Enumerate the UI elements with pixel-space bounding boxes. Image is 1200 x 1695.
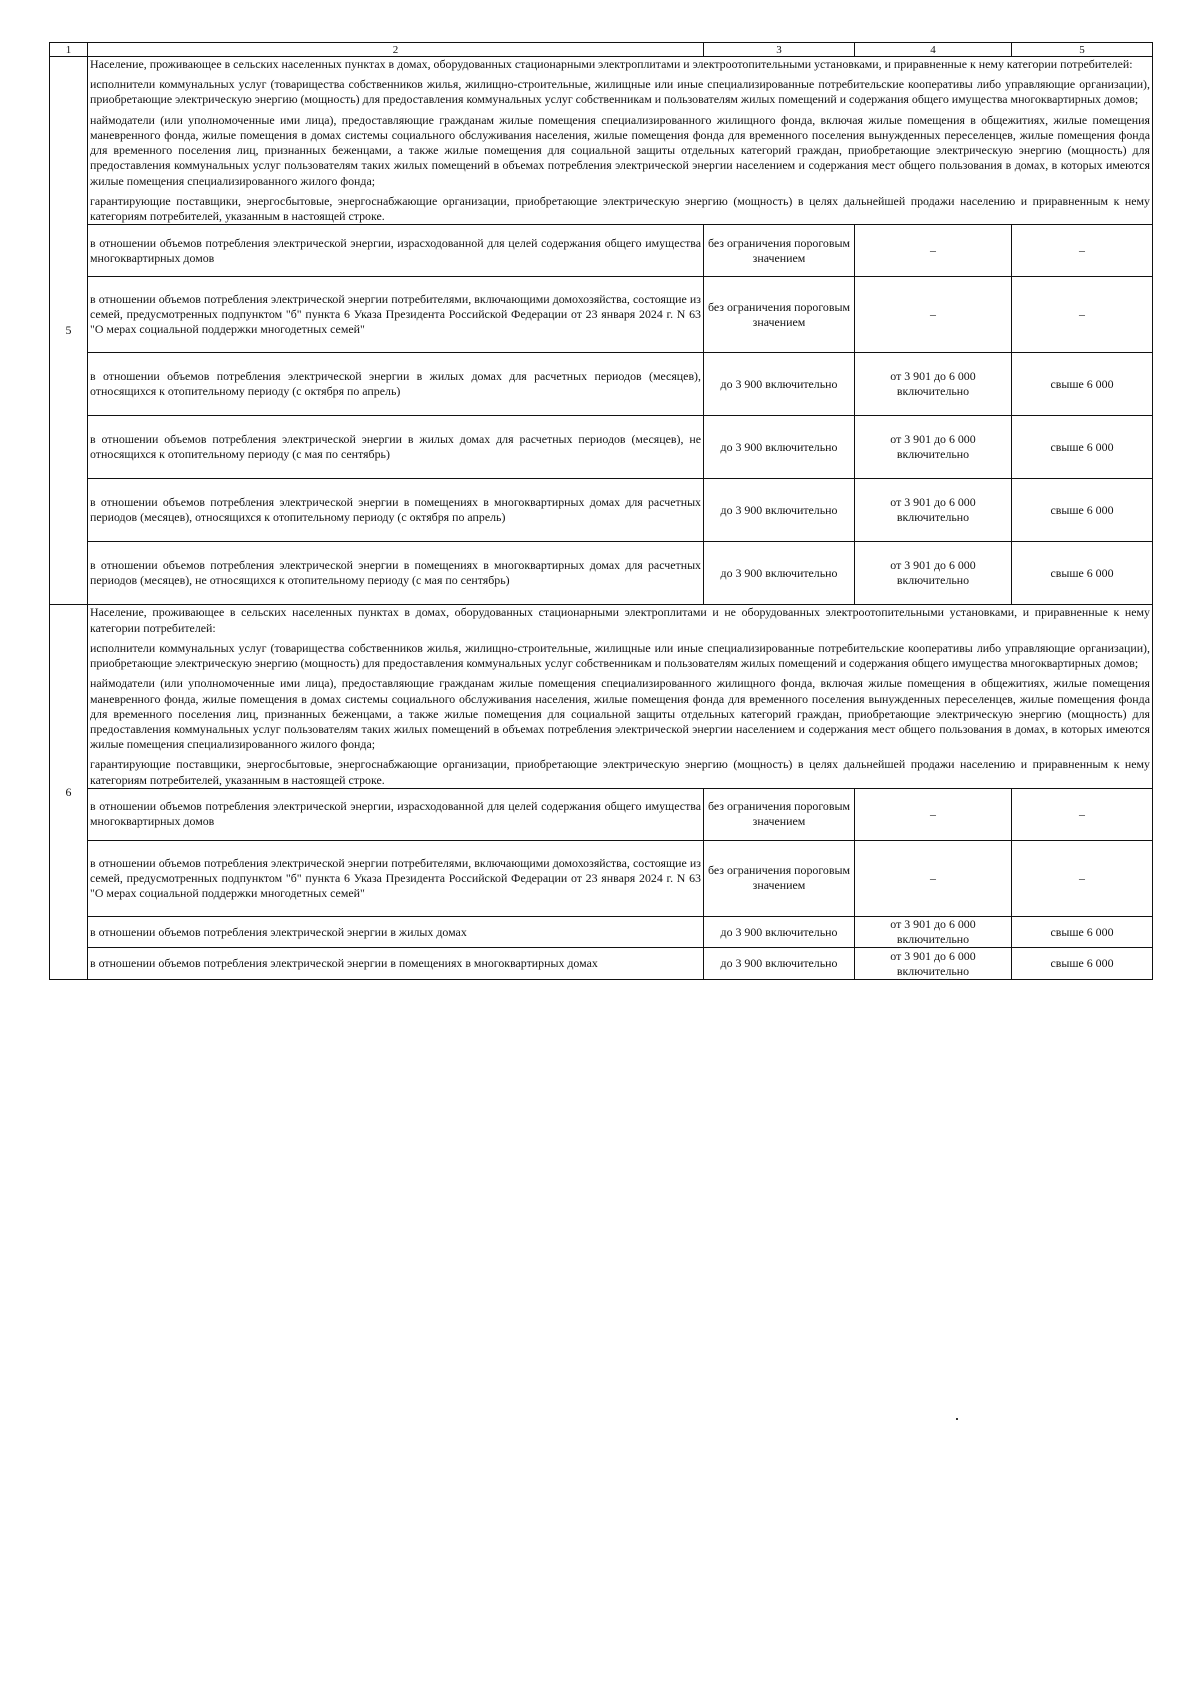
range-value-c3: до 3 900 включительно (704, 416, 855, 479)
range-value-c3: без ограничения пороговым значением (704, 277, 855, 353)
range-value-c5: свыше 6 000 (1012, 353, 1153, 416)
range-value-c5: свыше 6 000 (1012, 542, 1153, 605)
range-value-c3: до 3 900 включительно (704, 916, 855, 947)
consumption-description: в отношении объемов потребления электрической энергии в помещениях в многоквартирных домах (88, 948, 704, 980)
consumption-description: в отношении объемов потребления электрической энергии, израсходованной для целей содержания общего имущества многоквартирных домов (88, 225, 704, 277)
range-value-c3: до 3 900 включительно (704, 353, 855, 416)
consumption-row (50, 788, 1153, 840)
range-value-c4: от 3 901 до 6 000 включительно (855, 948, 1012, 980)
range-value-c4: от 3 901 до 6 000 включительно (855, 479, 1012, 542)
range-value-c3: до 3 900 включительно (704, 479, 855, 542)
range-value-c3: без ограничения пороговым значением (704, 788, 855, 840)
range-value-c4: от 3 901 до 6 000 включительно (855, 353, 1012, 416)
range-value-c4: – (855, 277, 1012, 353)
range-value-c5: свыше 6 000 (1012, 948, 1153, 980)
range-value-c5: свыше 6 000 (1012, 479, 1153, 542)
range-value-c5: свыше 6 000 (1012, 916, 1153, 947)
consumption-description: в отношении объемов потребления электрической энергии потребителями, включающими домохозяйства, состоящие из семей, предусмотренных подпунктом "б" пункта 6 Указа Президента Российской Федерации от 23 января 2024 г. N 63 "О мерах социальной поддержки многодетных семей" (88, 277, 704, 353)
column-number: 5 (1012, 43, 1153, 57)
column-number: 4 (855, 43, 1012, 57)
range-value-c4: – (855, 788, 1012, 840)
column-number: 1 (50, 43, 88, 57)
consumption-description: в отношении объемов потребления электрической энергии в жилых домах для расчетных периодов (месяцев), относящихся к отопительному периоду (с октября по апрель) (88, 353, 704, 416)
range-value-c3: без ограничения пороговым значением (704, 225, 855, 277)
consumption-description: в отношении объемов потребления электрической энергии в помещениях в многоквартирных домах для расчетных периодов (месяцев), относящихся к отопительному периоду (с октября по апрель) (88, 479, 704, 542)
category-paragraph: наймодатели (или уполномоченные ими лица), предоставляющие гражданам жилые помещения специализированного жилищного фонда, включая жилые помещения в общежитиях, жилые помещения маневренного фонда, жилые помещения в домах системы социального обслуживания населения, жилые помещения фонда для временного поселения вынужденных переселенцев, жилые помещения фонда для временного поселения лиц, признанных беженцами, а также жилые помещения для социальной защиты отдельных категорий граждан, приобретающие электрическую энергию (мощность) для предоставления коммунальных услуг пользователям таких жилых помещений в объемах потребления электрической энергии населением и содержания мест общего пользования в домах, в которых имеются жилые помещения специализированного жилого фонда; (90, 112, 1150, 188)
consumption-row (50, 948, 1153, 980)
consumption-row (50, 225, 1153, 277)
consumption-row (50, 353, 1153, 416)
section-number: 5 (50, 57, 88, 605)
range-value-c5: – (1012, 225, 1153, 277)
consumption-description: в отношении объемов потребления электрической энергии потребителями, включающими домохозяйства, состоящие из семей, предусмотренных подпунктом "б" пункта 6 Указа Президента Российской Федерации от 23 января 2024 г. N 63 "О мерах социальной поддержки многодетных семей" (88, 840, 704, 916)
consumption-row (50, 916, 1153, 947)
consumption-description: в отношении объемов потребления электрической энергии в жилых домах (88, 916, 704, 947)
consumption-row (50, 479, 1153, 542)
consumption-row (50, 840, 1153, 916)
range-value-c5: – (1012, 277, 1153, 353)
category-paragraph: исполнители коммунальных услуг (товарищества собственников жилья, жилищно-строительные, жилищные или иные специализированные потребительские кооперативы либо управляющие организации), приобретающие электрическую энергию (мощность) для предоставления коммунальных услуг собственникам и пользователям жилых помещений и содержания общего имущества многоквартирных домов; (90, 77, 1150, 107)
category-paragraph: гарантирующие поставщики, энергосбытовые, энергоснабжающие организации, приобретающие электрическую энергию (мощность) в целях дальнейшей продажи населению и приравненным к нему категориям потребителей, указанным в настоящей строке. (90, 193, 1150, 224)
range-value-c5: – (1012, 788, 1153, 840)
range-value-c4: от 3 901 до 6 000 включительно (855, 416, 1012, 479)
category-paragraph: Население, проживающее в сельских населенных пунктах в домах, оборудованных стационарными электроплитами и не оборудованных электроотопительными установками, и приравненные к нему категории потребителей: (90, 605, 1150, 635)
consumption-row (50, 416, 1153, 479)
category-description (88, 57, 1153, 225)
category-paragraph: Население, проживающее в сельских населенных пунктах в домах, оборудованных стационарными электроплитами и электроотопительными установками, и приравненные к нему категории потребителей: (90, 57, 1133, 71)
column-number: 2 (88, 43, 704, 57)
consumption-row (50, 542, 1153, 605)
section-row (50, 57, 1153, 225)
category-paragraph: гарантирующие поставщики, энергосбытовые, энергоснабжающие организации, приобретающие электрическую энергию (мощность) в целях дальнейшей продажи населению и приравненным к нему категориям потребителей, указанным в настоящей строке. (90, 757, 1150, 787)
column-number-row (50, 43, 1153, 57)
range-value-c3: до 3 900 включительно (704, 948, 855, 980)
section-number: 6 (50, 605, 88, 980)
range-value-c5: – (1012, 840, 1153, 916)
range-value-c4: – (855, 840, 1012, 916)
column-number: 3 (704, 43, 855, 57)
category-description (88, 605, 1153, 789)
consumption-description: в отношении объемов потребления электрической энергии в жилых домах для расчетных периодов (месяцев), не относящихся к отопительному периоду (с мая по сентябрь) (88, 416, 704, 479)
category-paragraph: наймодатели (или уполномоченные ими лица), предоставляющие гражданам жилые помещения специализированного жилищного фонда, включая жилые помещения в общежитиях, жилые помещения маневренного фонда, жилые помещения в домах системы социального обслуживания населения, жилые помещения фонда для временного поселения вынужденных переселенцев, жилые помещения фонда для временного поселения лиц, признанных беженцами, а также жилые помещения для социальной защиты отдельных категорий граждан, приобретающие электрическую энергию (мощность) для предоставления коммунальных услуг пользователям таких жилых помещений в объемах потребления электрической энергии населением и содержания мест общего пользования в домах, в которых имеются жилые помещения специализированного жилого фонда; (90, 676, 1150, 752)
category-paragraph: исполнители коммунальных услуг (товарищества собственников жилья, жилищно-строительные, жилищные или иные специализированные потребительские кооперативы либо управляющие организации), приобретающие электрическую энергию (мощность) для предоставления коммунальных услуг собственникам и пользователям жилых помещений и содержания общего имущества многоквартирных домов; (90, 640, 1150, 671)
consumption-description: в отношении объемов потребления электрической энергии в помещениях в многоквартирных домах для расчетных периодов (месяцев), не относящихся к отопительному периоду (с мая по сентябрь) (88, 542, 704, 605)
range-value-c4: от 3 901 до 6 000 включительно (855, 542, 1012, 605)
range-value-c3: без ограничения пороговым значением (704, 840, 855, 916)
consumption-row (50, 277, 1153, 353)
range-value-c4: от 3 901 до 6 000 включительно (855, 916, 1012, 947)
range-value-c5: свыше 6 000 (1012, 416, 1153, 479)
scan-speck (956, 1418, 958, 1420)
range-value-c4: – (855, 225, 1012, 277)
tariff-table (49, 42, 1153, 980)
consumption-description: в отношении объемов потребления электрической энергии, израсходованной для целей содержания общего имущества многоквартирных домов (88, 788, 704, 840)
section-row (50, 605, 1153, 789)
range-value-c3: до 3 900 включительно (704, 542, 855, 605)
